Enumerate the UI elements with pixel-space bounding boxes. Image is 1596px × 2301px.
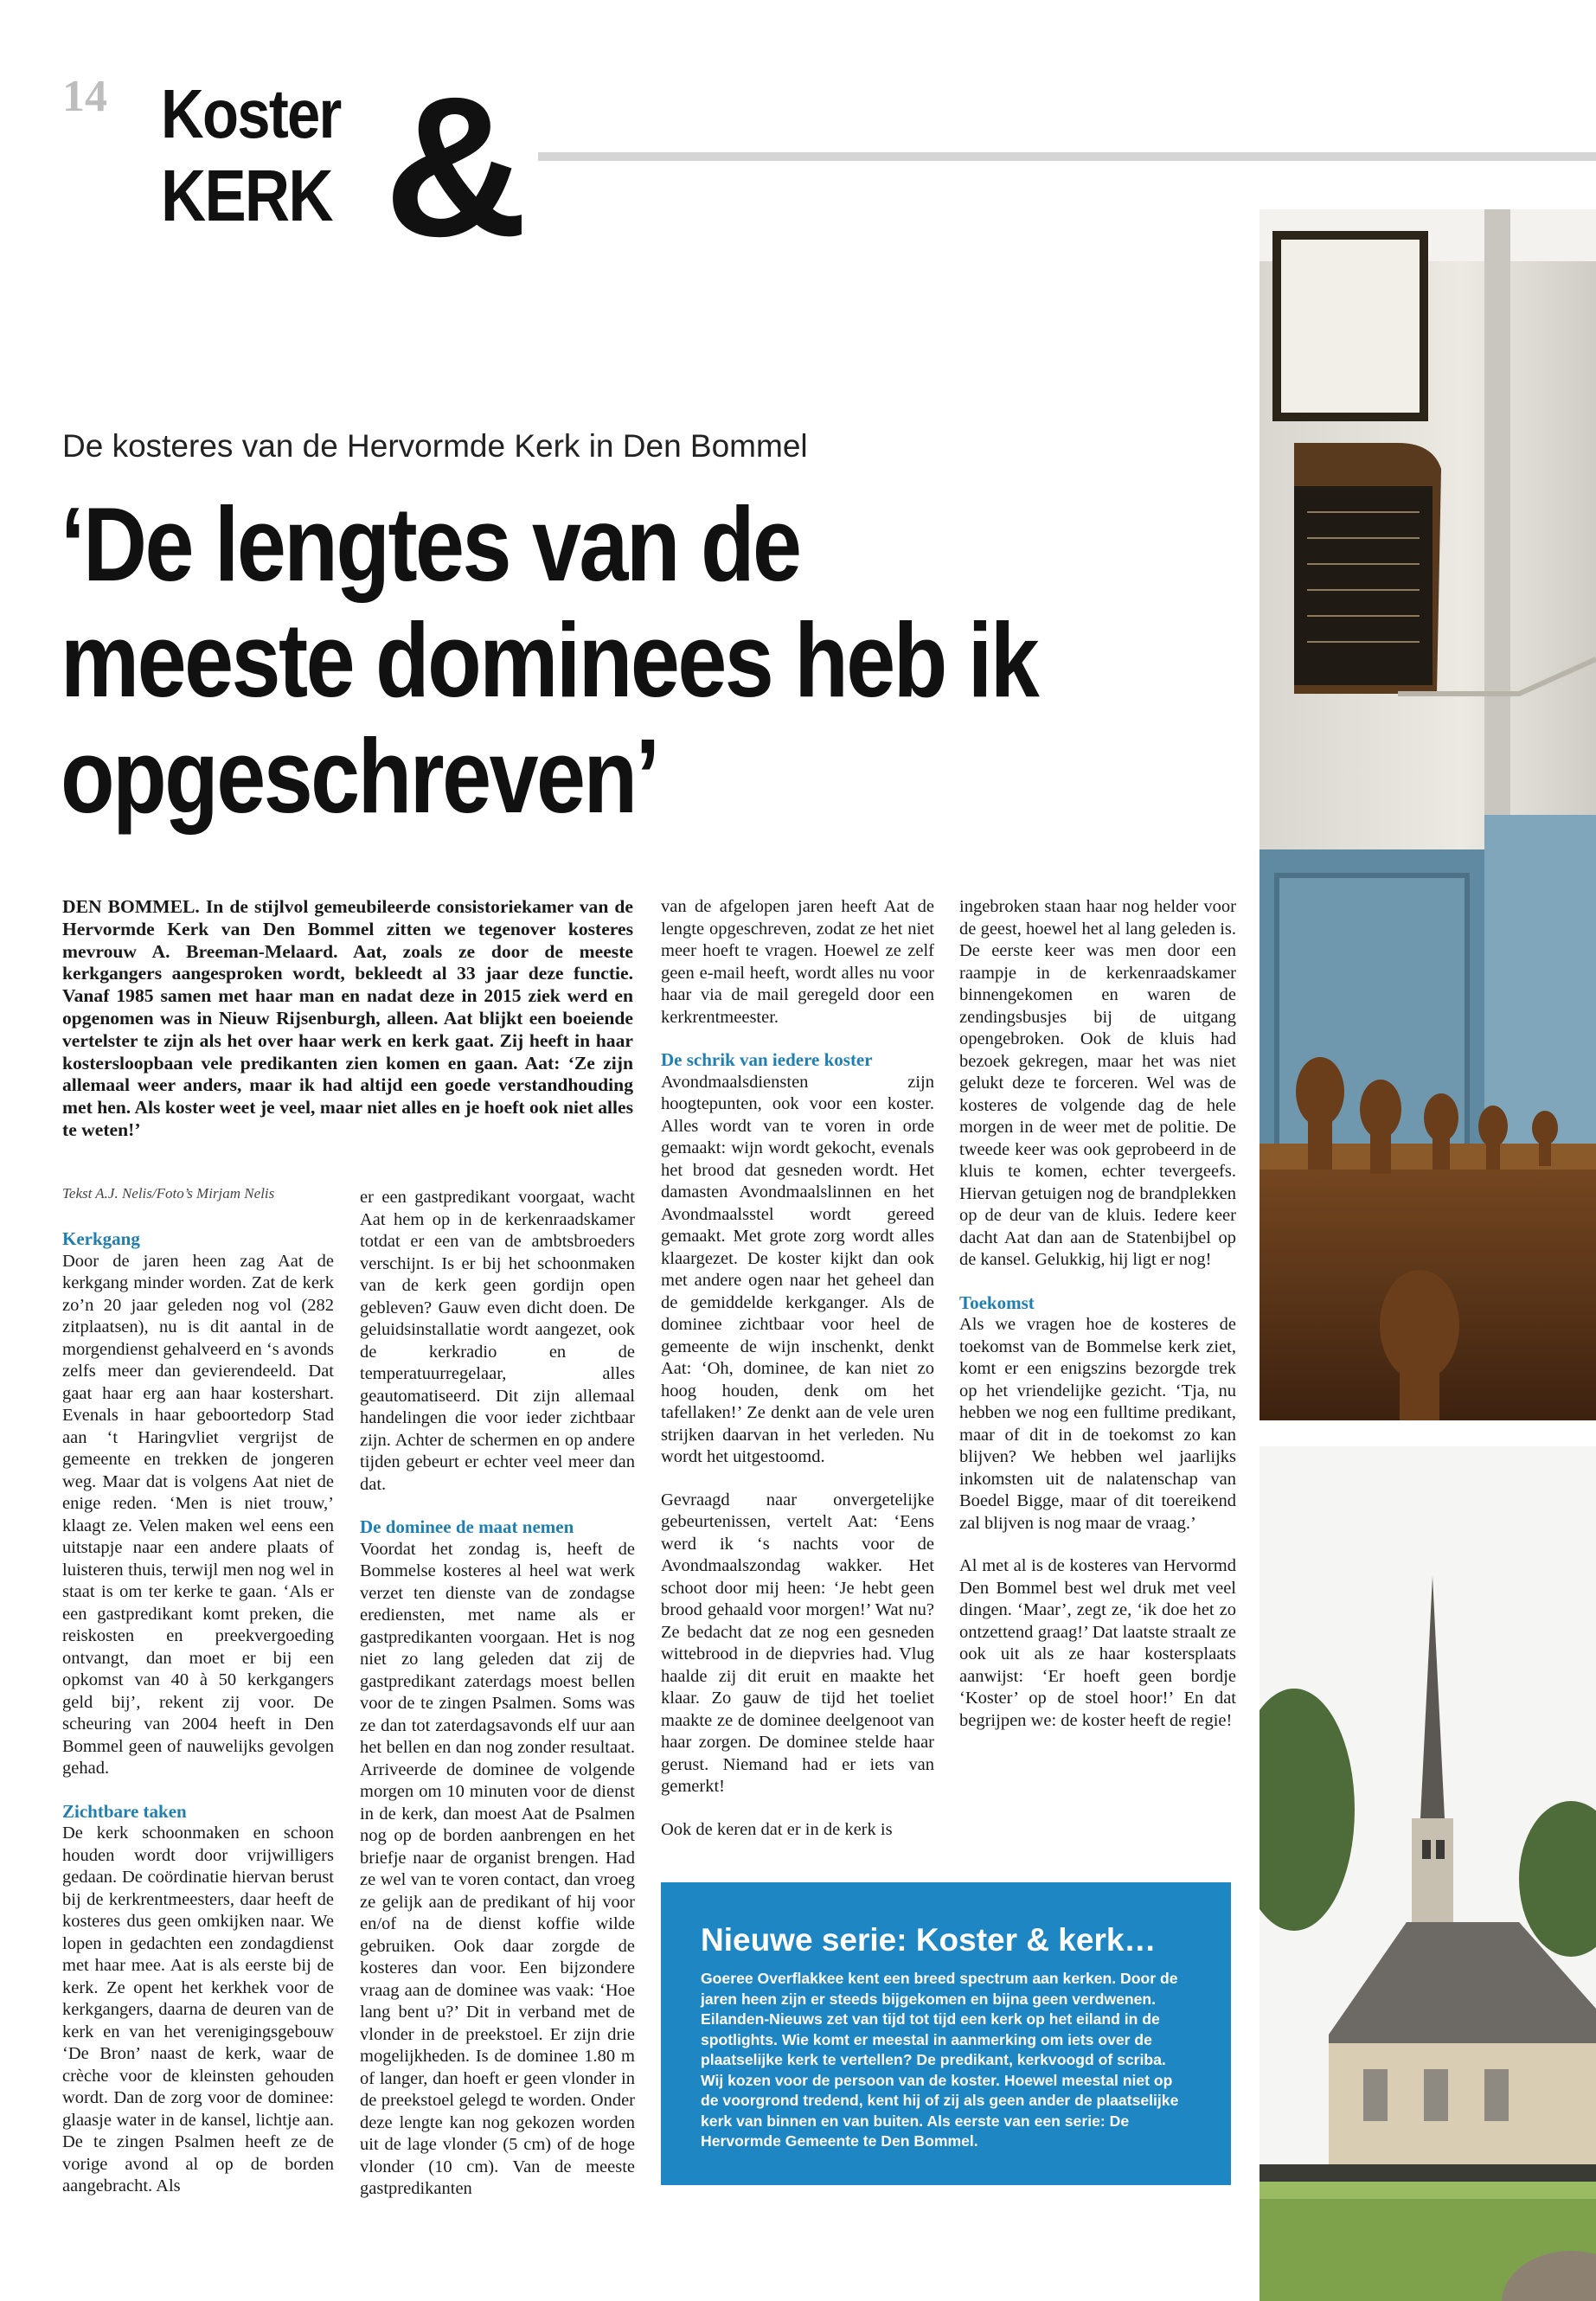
paragraph: De kerk schoonmaken en schoon houden wordt door vrijwilligers gedaan. De coördinatie hiervan berust bij de kerkrentmeesters, daar heeft de kosteres dus geen omkijken naar. We lopen in gedachten een zondagdienst met haar mee. Aat is als eerste bij de kerk. Ze opent het kerkhek voor de kerkgangers, daarna de deuren van de kerk en van het verenigingsgebouw ‘De Bron’ naast de kerk, waar de crèche voor de kleinsten gehouden wordt. Dan de zorg voor de dominee: glaasje water in de kansel, lichtje aan. De te zingen Psalmen heeft ze de vorige avond al op de borden aangebracht. Als: [62, 1823, 334, 2195]
masthead-ampersand: &: [384, 55, 529, 278]
masthead-kerk: KERK: [161, 155, 332, 236]
masthead-logo: [161, 55, 529, 278]
text-column-1: [62, 1228, 334, 2219]
text-column-4: [959, 896, 1236, 1753]
paragraph: Voordat het zondag is, heeft de Bommelse kosteres al heel wat werk verzet ten dienste van de zondagse erediensten, met name als er gastpredikanten voorgaan. Het is nog niet zo lang geleden dat zij de gastpredikant zaterdags moest bellen voor de te zingen Psalmen. Soms was ze dan tot zaterdagsavonds elf uur aan het bellen en dan nog zonder resultaat. Arriveerde de dominee de volgende morgen om 10 minuten voor de dienst in de kerk, dan moest Aat de Psalmen nog op de borden aanbrengen en het briefje naar de organist brengen. Had ze wel van te voren contact, dan vroeg ze gelijk aan de predikant of hij voor en/of na de dienst koffie wilde gebruiken. Ook daar zorgde de kosteres dan voor. Een bijzondere vraag aan de dominee was vaak: ‘Hoe lang bent u?’ Dit in verband met de vlonder in de preekstoel. Er zijn drie mogelijkheden. Is de dominee 1.80 m of langer, dan hoeft er geen vlonder in de preekstoel gelegd te worden. Onder deze lengte kan nog gekozen worden uit de lage vlonder (5 cm) of de hoge vlonder (10 cm). Van de meeste gastpredikanten: [360, 1539, 635, 2198]
text-column-2: [360, 1187, 635, 2221]
article-kicker: De kosteres van de Hervormde Kerk in Den Bommel: [62, 428, 808, 464]
article-headline: ‘De lengtes van de meeste dominees heb ik opgeschreven’: [61, 485, 1038, 835]
paragraph: Al met al is de kosteres van Hervormd Den Bommel best wel druk met veel dingen. ‘Maar’, zegt ze, ‘ik doe het zo ontzettend graag!’ Dat laatste straalt ze ook uit als ze haar kostersplaats aanwijst: ‘Er hoeft geen bordje ‘Koster’ op de stoel hoor!’ En dat begrijpen we: de koster heeft de regie!: [959, 1556, 1236, 1730]
text-column-3: [661, 896, 934, 1862]
article-lead: DEN BOMMEL. In de stijlvol gemeubileerde consistoriekamer van de Hervormde Kerk van Den Bommel zitten we tegenover kosteres mevrouw A. Breeman-Melaard. Aat, zoals ze door de meeste kerkgangers aangesproken wordt, bekleedt al 33 jaar deze functie. Vanaf 1985 samen met haar man en nadat deze in 2015 ziek werd en opgenomen was in Nieuw Rijsenburgh, alleen. Aat blijkt een boeiende vertelster te zijn als het over haar werk en kerk gaat. Zij heeft in haar kostersloopbaan vele predikanten zien komen en gaan. Aat: ‘Ze zijn allemaal weer anders, maar ik had altijd een goede verstandhouding met hen. Als koster weet je veel, maar niet alles en je hoeft ook niet alles te weten!’: [62, 896, 633, 1140]
photo-credit: Tekst A.J. Nelis/Foto’s Mirjam Nelis: [62, 1185, 275, 1202]
church-exterior-illustration: [1259, 1446, 1596, 2301]
church-interior-illustration: [1259, 209, 1596, 1420]
subheading-toekomst: Toekomst: [959, 1292, 1035, 1313]
header-rule: [538, 152, 1596, 161]
subheading-zichtbare-taken: Zichtbare taken: [62, 1800, 187, 1822]
page-number: 14: [62, 72, 107, 121]
paragraph: Gevraagd naar onvergetelijke gebeurtenissen, vertelt Aat: ‘Eens werd ik ‘s nachts voor de Avondmaalszondag wakker. Het schoot door mij heen: ‘Je hebt geen brood gehaald voor morgen!’ Wat nu? Ze bedacht dat ze nog een gesneden wittebrood in de diepvries had. Vlug haalde zij dit eruit en maakte het klaar. Zo gauw de tijd het toeliet maakte ze de dominee deelgenoot van haar zorgen. De dominee stelde haar gerust. Niemand had er iets van gemerkt!: [661, 1490, 934, 1796]
paragraph: Ook de keren dat er in de kerk is: [661, 1819, 893, 1839]
paragraph: van de afgelopen jaren heeft Aat de lengte opgeschreven, zodat ze het niet meer hoeft te vragen. Hoewel ze zelf geen e-mail heeft, wordt alles nu voor haar via de mail geregeld door een kerkrentmeester.: [661, 897, 934, 1027]
series-infobox: [661, 1882, 1231, 2185]
masthead-koster: Koster: [161, 75, 341, 152]
subheading-dominee-maat: De dominee de maat nemen: [360, 1516, 574, 1537]
paragraph: er een gastpredikant voorgaat, wacht Aat hem op in de kerkenraadskamer totdat er een van de ambtsbroeders verschijnt. Is er bij het schoonmaken van de kerk geen gordijn open gebleven? Gauw even dicht doen. De geluidsinstallatie wordt aangezet, ook de kerkradio en de temperatuurregelaar, alles geautomatiseerd. Dit zijn allemaal handelingen die voor ieder zichtbaar zijn. Achter de schermen en op andere tijden gebeurt er echter veel meer dan dat.: [360, 1188, 635, 1494]
paragraph: Avondmaalsdiensten zijn hoogtepunten, ook voor een koster. Alles wordt van te voren in orde gemaakt: wijn wordt gekocht, evenals het brood dat gesneden wordt. Het damasten Avondmaalslinnen en het Avondmaalsstel wordt gereed gemaakt. Met grote zorg wordt alles klaargezet. De koster kijkt dan ook met andere ogen naar het geheel dan de gemiddelde kerkganger. Als de dominee zichtbaar voor heel de gemeente de wijn inschenkt, denkt Aat: ‘Oh, dominee, de kan niet zo hoog houden, denk om het tafellaken!’ Ze denkt aan de vele uren strijken daarvan in het verleden. Nu wordt het uitgestoomd.: [661, 1072, 934, 1466]
church-interior-photo: [1259, 209, 1596, 1420]
subheading-kerkgang: Kerkgang: [62, 1228, 140, 1249]
paragraph: Als we vragen hoe de kosteres de toekomst van de Bommelse kerk ziet, komt er een enigszins bezorgde trek op het vriendelijke gezicht. ‘Tja, nu hebben we nog een fulltime predikant, maar of dit in de toekomst zo kan blijven? We hebben wel jaarlijks inkomsten uit de nalatenschap van Boedel Bigge, maar of dit toereikend zal blijven is nog maar de vraag.’: [959, 1315, 1236, 1533]
paragraph: Door de jaren heen zag Aat de kerkgang minder worden. Zat de kerk zo’n 20 jaar geleden nog vol (282 zitplaatsen), nu is dit aantal in de morgendienst gehalveerd en ‘s avonds zelfs meer dan gevierendeeld. Dat gaat haar erg aan haar kostershart. Evenals in haar geboortedorp Stad aan ‘t Haringvliet vergrijst de gemeente en trekken de jongeren weg. Maar dat is volgens Aat niet de enige reden. ‘Men is niet trouw,’ klaagt ze. Velen maken wel eens een uitstapje naar een andere plaats of luisteren thuis, terwijl men nog wel in staat is om ter kerke te gaan. ‘Als er een gastpredikant komt preken, die reiskosten en preekvergoeding ontvangt, dan moet er bij een opkomst van 40 à 50 kerkgangers geld bij’, rekent zij voor. De scheuring van 2004 heeft in Den Bommel geen of nauwelijks gevolgen gehad.: [62, 1251, 334, 1778]
infobox-body: Goeree Overflakkee kent een breed spectrum aan kerken. Door de jaren heen zijn er steeds bijgekomen en bijna geen verdwenen. Eilanden-Nieuws zet van tijd tot tijd een kerk op het eiland in de spotlights. Wie komt er meestal in aanmerking om iets over de plaatselijke kerk te vertellen? De predikant, kerkvoogd of scriba. Wij kozen voor de persoon van de koster. Hoewel meestal niet op de voorgrond tredend, kent hij of zij als geen ander de plaatselijke kerk van binnen en van buiten. Als eerste van een serie: De Hervormde Gemeente te Den Bommel.: [701, 1970, 1179, 2150]
paragraph: ingebroken staan haar nog helder voor de geest, hoewel het al lang geleden is. De eerste keer was men door een raampje in de kerkenraadskamer binnengekomen en waren de zendingsbusjes bij de uitgang opengebroken. Ook de kluis had bezoek gekregen, maar het was niet gelukt deze te forceren. Wel was de kosteres de volgende dag de hele morgen in de weer met de politie. De tweede keer was ook geprobeerd in de kluis te komen, echter tevergeefs. Hiervan getuigen nog de brandplekken op de deur van de kluis. Iedere keer dacht Aat dan aan de Statenbijbel op de kansel. Gelukkig, hij ligt er nog!: [959, 897, 1236, 1269]
church-exterior-photo: [1259, 1446, 1596, 2301]
subheading-schrik-koster: De schrik van iedere koster: [661, 1049, 873, 1070]
infobox-title: Nieuwe serie: Koster & kerk…: [701, 1922, 1157, 1958]
